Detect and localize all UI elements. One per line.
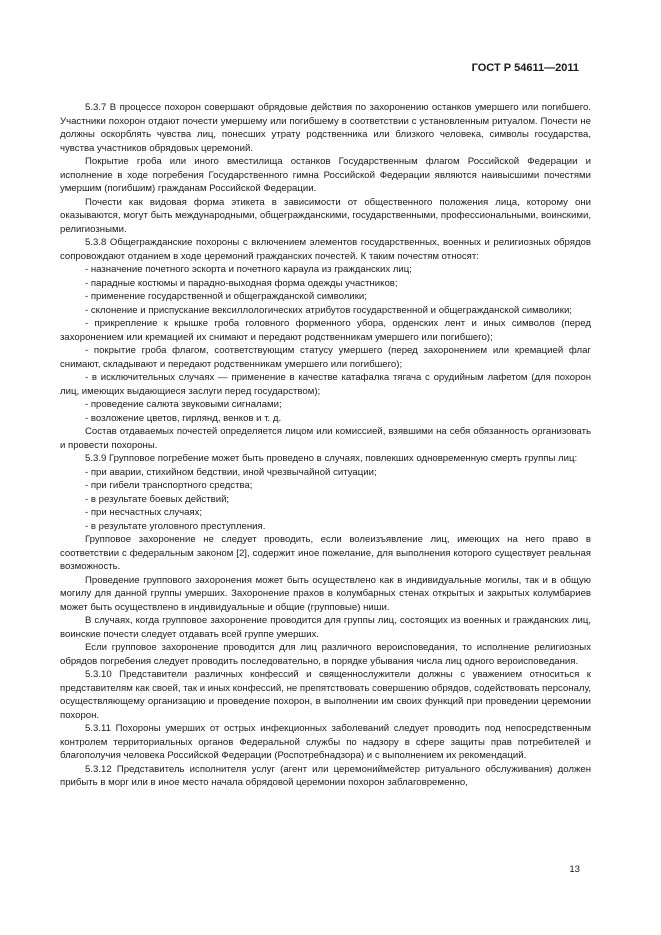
paragraph: - в результате боевых действий;	[85, 493, 230, 505]
paragraph: - в результате уголовного преступления.	[85, 520, 266, 532]
paragraph: 5.3.8 Общегражданские похороны с включением элементов государственных, военных и религиозных обрядов сопровождают отданием в ходе церемоний гражданских почестей. К таким почестям относят:	[60, 237, 591, 262]
paragraph: - прикрепление к крышке гроба головного форменного убора, орденских лент и иных символов (перед захоронением или кремацией их снимают и передают родственникам умершего или погибшего);	[60, 318, 591, 343]
paragraph: 5.3.10 Представители различных конфессий и священнослужители должны с уважением относиться к представителям как своей, так и иных конфессий, не препятствовать совершению обрядов, содействовать персоналу, осуществляющему организацию и проведение похорон, в выполнении им своих функций при проведении церемонии похорон.	[60, 669, 592, 721]
paragraph: - возложение цветов, гирлянд, венков и т. д.	[85, 412, 282, 424]
paragraph: - применение государственной и общегражданской символики;	[85, 291, 367, 302]
paragraph: Состав отдаваемых почестей определяется лицом или комиссией, взявшими на себя обязанность организовать и провести похороны.	[60, 426, 591, 451]
paragraph: - проведение салюта звуковыми сигналами;	[85, 399, 282, 410]
paragraph: 5.3.7 В процессе похорон совершают обрядовые действия по захоронению останков умершего или погибшего. Участники похорон отдают почести умершему или погибшему в соответствии с установленным ритуалом. Почести не должны оскорблять чувства лиц, понесших утрату родственника или близкого человека, символы государства, чувства участников обрядовых церемоний.	[60, 102, 591, 154]
paragraph: Почести как видовая форма этикета в зависимости от общественного положения лица, которому они оказываются, могут быть международными, общегражданскими, государственными, профессиональными, воинскими, религиозными.	[60, 196, 591, 235]
paragraph: Групповое захоронение не следует проводить, если волеизъявление лиц, имеющих на него право в соответствии с федеральным законом [2], содержит иное пожелание, для выполнения которого существует реальная возможность.	[60, 534, 591, 572]
paragraph: Проведение группового захоронения может быть осуществлено как в индивидуальные могилы, так и в общую могилу для данной группы умерших. Захоронение прахов в колумбарных стенах открытых и закрытых колумбариев может быть осуществлено в индивидуальные и общие (групповые) ниши.	[60, 574, 591, 613]
paragraph: Покрытие гроба или иного вместилища останков Государственным флагом Российской Федерации и исполнение в ходе погребения Государственного гимна Российской Федерации являются наивысшими почестями умершим (погибшим) гражданам Российской Федерации.	[60, 156, 591, 194]
paragraph: - склонение и приспускание вексиллологических атрибутов государственной и общегражданской символики;	[85, 304, 572, 316]
paragraph: 5.3.9 Групповое погребение может быть проведено в случаях, повлекших одновременную смерть группы лиц:	[85, 453, 578, 464]
standard-number: ГОСТ Р 54611—2011	[471, 62, 579, 74]
paragraph: 5.3.11 Похороны умерших от острых инфекционных заболеваний следует проводить под непосредственным контролем территориальных органов Федеральной службы по надзору в сфере защиты прав потребителей и благополучия человека Российской Федерации (Роспотребнадзора) и с выполнением их рекомендаций.	[60, 723, 591, 761]
paragraph: - при гибели транспортного средства;	[85, 480, 253, 491]
paragraph: Если групповое захоронение проводится для лиц различного вероисповедания, то исполнение религиозных обрядов погребения следует проводить последовательно, в порядке убывания числа лиц одного вероисповедания.	[60, 642, 591, 667]
page-number: 13	[569, 864, 580, 875]
paragraph: 5.3.12 Представитель исполнителя услуг (агент или церемониймейстер ритуального обслуживания) должен прибыть в морг или в иное место начала обрядовой церемонии похорон заблаговременно,	[60, 763, 591, 788]
paragraph: - покрытие гроба флагом, соответствующим статусу умершего (перед захоронением или кремацией флаг снимают, складывают и передают родственникам умершего или погибшего);	[60, 345, 591, 370]
paragraph: - при аварии, стихийном бедствии, иной чрезвычайной ситуации;	[85, 466, 377, 478]
paragraph: - назначение почетного эскорта и почетного караула из гражданских лиц;	[85, 264, 412, 275]
paragraph: - в исключительных случаях — применение в качестве катафалка тягача с орудийным лафетом (для похорон лиц, имеющих выдающиеся заслуги перед государством);	[60, 372, 591, 397]
document-header	[472, 62, 579, 74]
paragraph: - парадные костюмы и парадно-выходная форма одежды участников;	[85, 277, 398, 289]
paragraph: В случаях, когда групповое захоронение проводится для группы лиц, состоящих из военных и гражданских лиц, воинские почести следует отдавать всей группе умерших.	[60, 615, 591, 640]
page-body	[60, 101, 591, 790]
paragraph: - при несчастных случаях;	[85, 507, 203, 518]
